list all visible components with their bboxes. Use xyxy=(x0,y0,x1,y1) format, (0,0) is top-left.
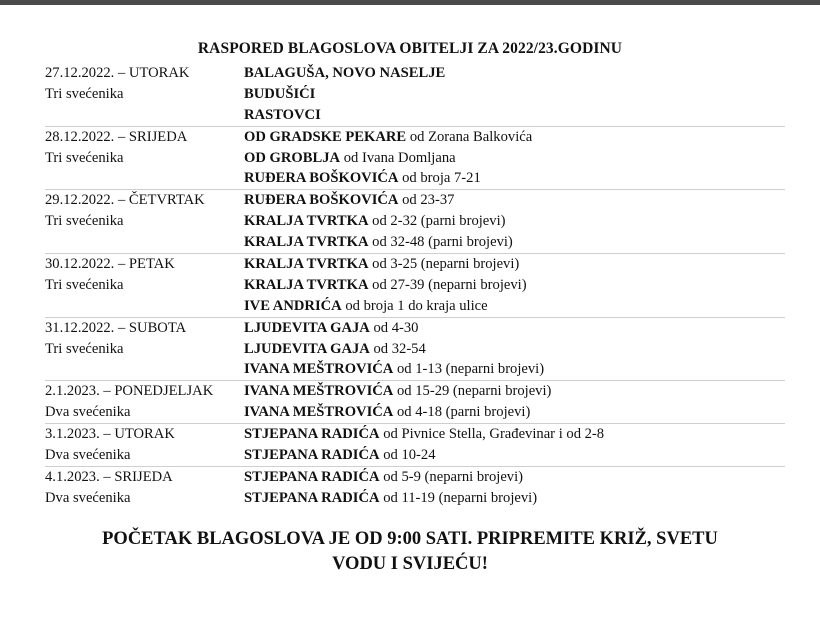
street-name: KRALJA TVRTKA xyxy=(244,256,369,273)
row-date-or-priests: Dva svećenika xyxy=(45,447,131,464)
row-date-or-priests: Tri svećenika xyxy=(45,149,124,166)
row-date-or-priests: 2.1.2023. – PONEDJELJAK xyxy=(45,383,214,400)
row-date-or-priests: 3.1.2023. – UTORAK xyxy=(45,426,175,443)
street-range: od broja 1 do kraja ulice xyxy=(341,297,488,314)
row-location xyxy=(244,445,436,466)
street-name: KRALJA TVRTKA xyxy=(244,213,369,230)
street-range: od Pivnice Stella, Građevinar i od 2-8 xyxy=(379,426,605,443)
schedule-row xyxy=(45,402,785,424)
row-location xyxy=(244,424,604,445)
schedule-row xyxy=(45,318,785,339)
schedule-row xyxy=(45,381,785,402)
street-name: RUĐERA BOŠKOVIĆA xyxy=(244,170,399,187)
top-border-bar xyxy=(0,0,820,5)
street-range: od 3-25 (neparni brojevi) xyxy=(368,256,520,273)
street-range: od 4-18 (parni brojevi) xyxy=(393,404,531,421)
street-range: od Ivana Domljana xyxy=(340,149,456,166)
street-name: OD GROBLJA xyxy=(244,149,341,166)
row-location xyxy=(244,84,315,105)
schedule-row xyxy=(45,127,785,148)
row-date-or-priests: 30.12.2022. – PETAK xyxy=(45,256,175,273)
street-name: BUDUŠIĆI xyxy=(244,85,316,102)
footer-line-1: POČETAK BLAGOSLOVA JE OD 9:00 SATI. PRIPREMITE KRIŽ, SVETU xyxy=(102,529,718,549)
schedule-row xyxy=(45,168,785,190)
street-range: od broja 7-21 xyxy=(398,170,481,187)
schedule-row xyxy=(45,254,785,275)
row-location xyxy=(244,148,456,169)
row-date-or-priests: Tri svećenika xyxy=(45,276,124,293)
schedule-row xyxy=(45,211,785,232)
schedule-row xyxy=(45,296,785,318)
street-range: od 32-48 (parni brojevi) xyxy=(368,234,513,251)
street-range: od 32-54 xyxy=(369,340,426,357)
street-name: STJEPANA RADIĆA xyxy=(244,489,380,506)
row-location xyxy=(244,402,530,423)
street-name: RASTOVCI xyxy=(244,106,321,123)
street-range: od 23-37 xyxy=(398,192,455,209)
row-location xyxy=(244,211,506,232)
street-name: BALAGUŠA, NOVO NASELJE xyxy=(244,65,446,81)
row-date-or-priests: 31.12.2022. – SUBOTA xyxy=(45,319,187,336)
street-name: LJUDEVITA GAJA xyxy=(244,340,370,357)
street-name: RUĐERA BOŠKOVIĆA xyxy=(244,192,399,209)
row-date-or-priests: 27.12.2022. – UTORAK xyxy=(45,65,190,81)
street-range: od 4-30 xyxy=(369,319,419,336)
row-location xyxy=(244,339,426,360)
row-date-or-priests: 29.12.2022. – ČETVRTAK xyxy=(45,192,205,209)
street-range: od 2-32 (parni brojevi) xyxy=(368,213,506,230)
row-date-or-priests: Dva svećenika xyxy=(45,489,131,506)
row-date-or-priests: 28.12.2022. – SRIJEDA xyxy=(45,128,188,145)
street-range: od 5-9 (neparni brojevi) xyxy=(379,468,524,485)
schedule-row xyxy=(45,359,785,381)
street-name: KRALJA TVRTKA xyxy=(244,276,369,293)
row-location xyxy=(244,168,481,189)
row-location xyxy=(244,254,519,275)
schedule-row xyxy=(45,467,785,488)
street-name: KRALJA TVRTKA xyxy=(244,234,369,251)
schedule-row xyxy=(45,232,785,254)
street-name: IVANA MEŠTROVIĆA xyxy=(244,383,394,400)
row-location xyxy=(244,488,537,509)
row-location xyxy=(244,467,523,488)
row-location xyxy=(244,105,321,126)
schedule-row xyxy=(45,148,785,169)
schedule-row xyxy=(45,84,785,105)
row-location xyxy=(244,359,544,380)
schedule-row xyxy=(45,275,785,296)
footer-line-2: VODU I SVIJEĆU! xyxy=(332,554,488,574)
row-location xyxy=(244,127,532,148)
street-range: od 11-19 (neparni brojevi) xyxy=(379,489,538,506)
schedule-row xyxy=(45,339,785,360)
row-location xyxy=(244,232,513,253)
row-date-or-priests: Tri svećenika xyxy=(45,340,124,357)
street-range: od 10-24 xyxy=(379,447,436,464)
street-name: IVANA MEŠTROVIĆA xyxy=(244,361,394,378)
row-location xyxy=(244,190,454,211)
schedule-row xyxy=(45,63,785,84)
street-name: IVE ANDRIĆA xyxy=(244,297,342,314)
street-range: od Zorana Balkovića xyxy=(406,128,533,145)
footer-notice xyxy=(0,527,820,577)
street-name: LJUDEVITA GAJA xyxy=(244,319,370,336)
row-date-or-priests: 4.1.2023. – SRIJEDA xyxy=(45,468,173,485)
street-name: STJEPANA RADIĆA xyxy=(244,468,380,485)
schedule-row xyxy=(45,424,785,445)
street-name: IVANA MEŠTROVIĆA xyxy=(244,404,394,421)
schedule-row xyxy=(45,488,785,509)
row-location xyxy=(244,296,488,317)
street-range: od 15-29 (neparni brojevi) xyxy=(393,383,552,400)
row-location xyxy=(244,381,551,402)
schedule-row xyxy=(45,445,785,467)
street-name: OD GRADSKE PEKARE xyxy=(244,128,407,145)
schedule-row xyxy=(45,190,785,211)
street-range: od 1-13 (neparni brojevi) xyxy=(393,361,545,378)
schedule-row xyxy=(45,105,785,127)
street-name: STJEPANA RADIĆA xyxy=(244,426,380,443)
street-range: od 27-39 (neparni brojevi) xyxy=(368,276,527,293)
schedule-table xyxy=(45,63,785,509)
row-location xyxy=(244,318,418,339)
document-title: RASPORED BLAGOSLOVA OBITELJI ZA 2022/23.GODINU xyxy=(197,40,623,57)
row-date-or-priests: Tri svećenika xyxy=(45,213,124,230)
row-location xyxy=(244,275,527,296)
row-date-or-priests: Tri svećenika xyxy=(45,85,124,102)
street-name: STJEPANA RADIĆA xyxy=(244,447,380,464)
row-location xyxy=(244,63,445,84)
row-date-or-priests: Dva svećenika xyxy=(45,404,131,421)
